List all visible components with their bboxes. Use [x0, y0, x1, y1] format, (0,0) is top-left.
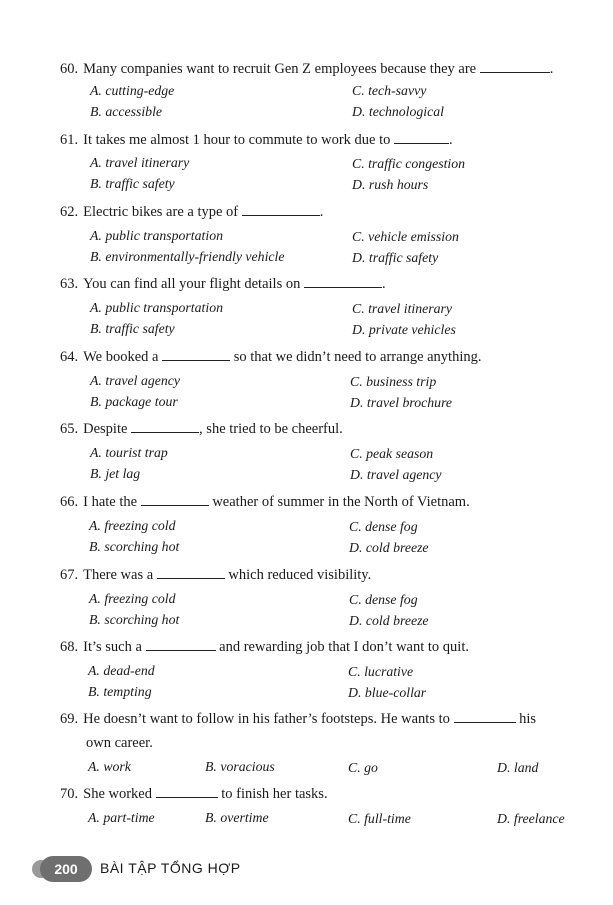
- option-c: C. dense fog: [349, 592, 418, 607]
- answer-blank: [454, 710, 516, 723]
- question-stem: 65. Despite , she tried to be cheerful.: [60, 421, 343, 437]
- option-b: B. accessible: [90, 104, 163, 119]
- option-c: C. travel itinerary: [352, 301, 453, 316]
- book-title: BÀI TẬP TỔNG HỢP: [100, 860, 241, 876]
- option-c: C. traffic congestion: [352, 156, 466, 171]
- option-d: D. blue-collar: [348, 685, 427, 700]
- option-c: C. go: [348, 760, 378, 775]
- answer-blank: [242, 203, 320, 216]
- option-b: B. scorching hot: [89, 612, 180, 627]
- option-b: B. scorching hot: [89, 539, 180, 554]
- answer-blank: [146, 638, 216, 651]
- option-a: A. freezing cold: [89, 591, 176, 606]
- option-b: B. traffic safety: [90, 321, 175, 336]
- option-b: B. package tour: [90, 394, 178, 409]
- question-stem: 64. We booked a so that we didn’t need to arrange anything.: [60, 349, 482, 365]
- question-stem: 61. It takes me almost 1 hour to commute to work due to .: [60, 132, 453, 148]
- option-d: D. cold breeze: [349, 540, 429, 555]
- option-a: A. part-time: [88, 810, 155, 825]
- question-stem: 68. It’s such a and rewarding job that I don’t want to quit.: [60, 639, 469, 655]
- option-d: D. freelance: [497, 811, 565, 826]
- question-stem: 66. I hate the weather of summer in the North of Vietnam.: [60, 494, 470, 510]
- option-b: B. traffic safety: [90, 176, 175, 191]
- option-b: B. jet lag: [90, 466, 141, 481]
- option-d: D. travel agency: [350, 467, 442, 482]
- option-a: A. work: [88, 759, 131, 774]
- option-a: A. travel agency: [90, 373, 181, 388]
- option-a: A. travel itinerary: [90, 155, 190, 170]
- option-c: C. tech-savvy: [352, 83, 427, 98]
- question-stem-line-2: own career.: [86, 735, 153, 751]
- answer-blank: [157, 566, 225, 579]
- question-stem: 60. Many companies want to recruit Gen Z employees because they are .: [60, 61, 554, 77]
- option-c: C. full-time: [348, 811, 411, 826]
- option-d: D. travel brochure: [350, 395, 453, 410]
- page-number: 200: [40, 856, 92, 882]
- answer-blank: [156, 785, 218, 798]
- option-d: D. technological: [352, 104, 444, 119]
- option-d: D. traffic safety: [352, 250, 439, 265]
- option-a: A. public transportation: [90, 228, 223, 243]
- option-a: A. public transportation: [90, 300, 223, 315]
- option-c: C. dense fog: [349, 519, 418, 534]
- question-stem: 67. There was a which reduced visibility.: [60, 567, 372, 583]
- option-b: B. tempting: [88, 684, 152, 699]
- answer-blank: [162, 348, 230, 361]
- option-c: C. peak season: [350, 446, 434, 461]
- question-stem: 63. You can find all your flight details on .: [60, 276, 386, 292]
- option-b: B. overtime: [205, 810, 269, 825]
- answer-blank: [394, 131, 449, 144]
- option-a: A. tourist trap: [90, 445, 168, 460]
- answer-blank: [141, 493, 209, 506]
- question-stem: 70. She worked to finish her tasks.: [60, 786, 328, 802]
- answer-blank: [304, 275, 382, 288]
- option-d: D. land: [497, 760, 539, 775]
- option-b: B. voracious: [205, 759, 275, 774]
- option-d: D. private vehicles: [352, 322, 456, 337]
- option-a: A. cutting-edge: [90, 83, 175, 98]
- option-c: C. vehicle emission: [352, 229, 459, 244]
- option-a: A. dead-end: [88, 663, 155, 678]
- answer-blank: [480, 60, 550, 73]
- option-b: B. environmentally-friendly vehicle: [90, 249, 285, 264]
- option-d: D. cold breeze: [349, 613, 429, 628]
- answer-blank: [131, 420, 199, 433]
- question-stem: 69. He doesn’t want to follow in his father’s footsteps. He wants to his: [60, 711, 537, 727]
- question-stem: 62. Electric bikes are a type of .: [60, 204, 324, 220]
- option-c: C. business trip: [350, 374, 437, 389]
- option-a: A. freezing cold: [89, 518, 176, 533]
- option-c: C. lucrative: [348, 664, 414, 679]
- option-d: D. rush hours: [352, 177, 429, 192]
